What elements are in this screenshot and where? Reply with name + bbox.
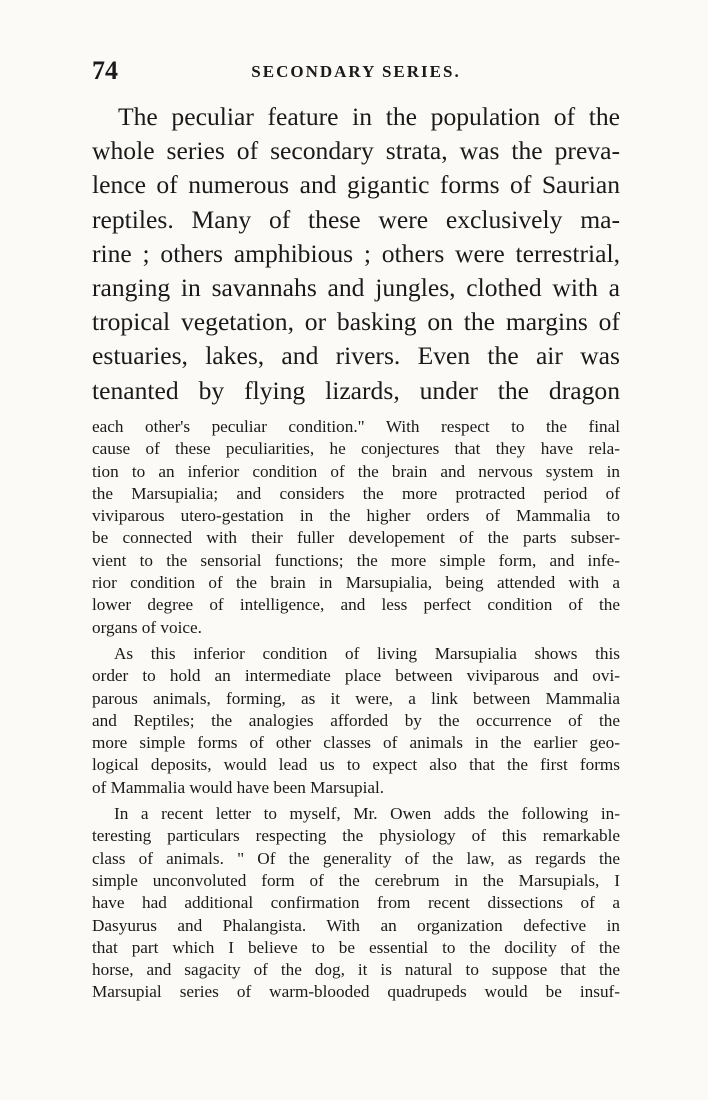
footnote-line: logical deposits, would lead us to expect also that the first forms: [92, 755, 620, 775]
footnote-line: tion to an inferior condition of the brain and nervous system in: [92, 461, 620, 481]
footnote-line: horse, and sagacity of the dog, it is natural to suppose that the: [92, 960, 620, 980]
footnote-line: each other's peculiar condition." With respect to the final: [92, 417, 620, 436]
footnote-line: be connected with their fuller developement of the parts subser-: [92, 528, 620, 548]
main-text-line: lence of numerous and gigantic forms of Saurian: [92, 170, 620, 200]
footnote-line: of Mammalia would have been Marsupial.: [92, 777, 385, 797]
page-number: 74: [92, 56, 118, 85]
main-text-line: rine ; others amphibious ; others were terrestrial,: [92, 238, 620, 268]
footnote-line: parous animals, forming, as it were, a link between Mammalia: [92, 688, 620, 708]
footnote-line: organs of voice.: [92, 617, 202, 637]
footnote-block: [92, 416, 620, 1004]
footnote-line: class of animals. " Of the generality of the law, as regards the: [92, 848, 620, 868]
footnote-paragraph: [92, 643, 620, 799]
footnote-line: order to hold an intermediate place between viviparous and ovi-: [92, 666, 620, 686]
main-text-block: [92, 100, 620, 408]
footnote-line: Marsupial series of warm-blooded quadrupeds would be insuf-: [92, 982, 620, 1002]
main-text-line: estuaries, lakes, and rivers. Even the air was: [92, 341, 620, 371]
footnote-line: that part which I believe to be essential to the docility of the: [92, 937, 620, 957]
main-text-line: tropical vegetation, or basking on the margins of: [92, 307, 620, 337]
footnote-line: cause of these peculiarities, he conjectures that they have rela-: [92, 439, 620, 459]
footnote-line: teresting particulars respecting the physiology of this remarkable: [92, 826, 620, 846]
footnote-paragraph: [92, 416, 620, 639]
footnote-line: simple unconvoluted form of the cerebrum in the Marsupials, I: [92, 870, 620, 890]
main-text-line: whole series of secondary strata, was the preva-: [92, 136, 620, 166]
footnote-line: more simple forms of other classes of animals in the earlier geo-: [92, 733, 620, 753]
footnote-line: rior condition of the brain in Marsupialia, being attended with a: [92, 573, 620, 593]
running-head: [92, 56, 620, 90]
main-text-line: The peculiar feature in the population of the: [118, 102, 620, 131]
footnote-line: the Marsupialia; and considers the more protracted period of: [92, 483, 620, 503]
footnote-paragraph: [92, 803, 620, 1004]
main-text-line: reptiles. Many of these were exclusively ma-: [92, 204, 620, 234]
footnote-line: Dasyurus and Phalangista. With an organization defective in: [92, 915, 620, 935]
main-text-line: ranging in savannahs and jungles, clothed with a: [92, 273, 620, 303]
footnote-line: viviparous utero-gestation in the higher orders of Mammalia to: [92, 506, 620, 526]
footnote-line: have had additional confirmation from recent dissections of a: [92, 893, 620, 913]
main-text-line: tenanted by flying lizards, under the dragon: [92, 375, 620, 405]
footnote-line: In a recent letter to myself, Mr. Owen adds the following in-: [114, 804, 620, 824]
footnote-line: As this inferior condition of living Marsupialia shows this: [114, 643, 620, 663]
footnote-line: vient to the sensorial functions; the more simple form, and infe-: [92, 550, 620, 570]
footnote-line: lower degree of intelligence, and less perfect condition of the: [92, 595, 620, 615]
footnote-line: and Reptiles; the analogies afforded by the occurrence of the: [92, 710, 620, 730]
running-title: SECONDARY SERIES.: [251, 62, 461, 81]
